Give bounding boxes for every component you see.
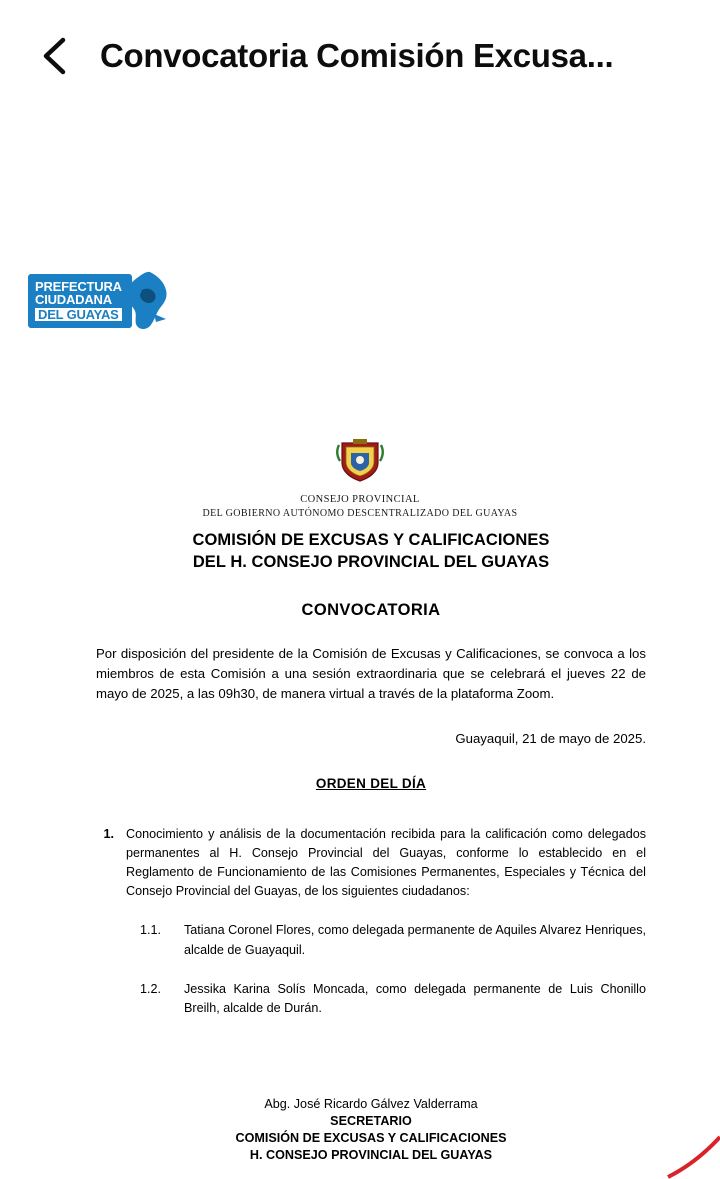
page-title: Convocatoria Comisión Excusa... (100, 37, 614, 74)
guayas-map-icon (120, 270, 170, 332)
logo-line-3: DEL GUAYAS (35, 308, 122, 321)
signatory-name: Abg. José Ricardo Gálvez Valderrama (264, 1097, 478, 1112)
agenda-item-number: 1. (103, 826, 114, 841)
signature-block (96, 1096, 646, 1164)
logo-line-2: CIUDADANA (35, 292, 112, 308)
document-subtitle: CONVOCATORIA (301, 600, 441, 619)
place-and-date: Guayaquil, 21 de mayo de 2025. (455, 730, 646, 746)
app-bar (0, 0, 720, 112)
agenda-subitem-number: 1.1. (140, 923, 162, 938)
chevron-left-icon (38, 35, 72, 77)
back-button[interactable] (26, 27, 84, 85)
agenda-item-text: Conocimiento y análisis de la documentación recibida para la calificación como delegados permanentes al H. Consejo Provincial del Guayas, conforme lo establecido en el Reglamento de Funcionamiento de las Comisiones Permanentes, Especiales y Técnica del Consejo Provincial del Guayas, de los siguientes ciudadanos: (126, 826, 646, 899)
document-title-line-1: COMISIÓN DE EXCUSAS Y CALIFICACIONES (192, 531, 550, 549)
document-letterhead (0, 493, 720, 521)
document-body (96, 530, 646, 1164)
signatory-org-line-1: COMISIÓN DE EXCUSAS Y CALIFICACIONES (235, 1130, 507, 1145)
document-page (0, 112, 720, 1179)
document-title-line-2: DEL H. CONSEJO PROVINCIAL DEL GUAYAS (192, 552, 550, 571)
agenda-subitem (140, 921, 646, 959)
agenda-heading: ORDEN DEL DÍA (315, 775, 427, 791)
letterhead-line-2: DEL GOBIERNO AUTÓNOMO DESCENTRALIZADO DEL GUAYAS (202, 508, 518, 520)
agenda-subitem-number: 1.2. (140, 981, 162, 996)
signatory-role: SECRETARIO (330, 1113, 412, 1128)
prefectura-logo-badge (28, 274, 132, 328)
letterhead-line-1: CONSEJO PROVINCIAL (300, 494, 420, 505)
guayas-coat-of-arms-icon (333, 439, 387, 483)
logo-line-1: PREFECTURA (35, 279, 122, 294)
agenda-subitem-text: Jessika Karina Solís Moncada, como delegada permanente de Luis Chonillo Breilh, alcalde de Durán. (184, 981, 646, 1015)
document-paragraph: Por disposición del presidente de la Comisión de Excusas y Calificaciones, se convoca a los miembros de esta Comisión a una sesión extraordinaria que se celebrará el jueves 22 de mayo de 2025, a las 09h30, de manera virtual a través de la plataforma Zoom. (96, 645, 646, 702)
agenda-item (96, 825, 646, 902)
prefectura-logo (28, 270, 170, 332)
agenda-subitem (140, 980, 646, 1018)
signatory-org-line-2: H. CONSEJO PROVINCIAL DEL GUAYAS (249, 1147, 493, 1162)
document-title (96, 530, 646, 574)
agenda-subitem-text: Tatiana Coronel Flores, como delegada permanente de Aquiles Alvarez Henriques, alcalde de Guayaquil. (184, 923, 646, 957)
